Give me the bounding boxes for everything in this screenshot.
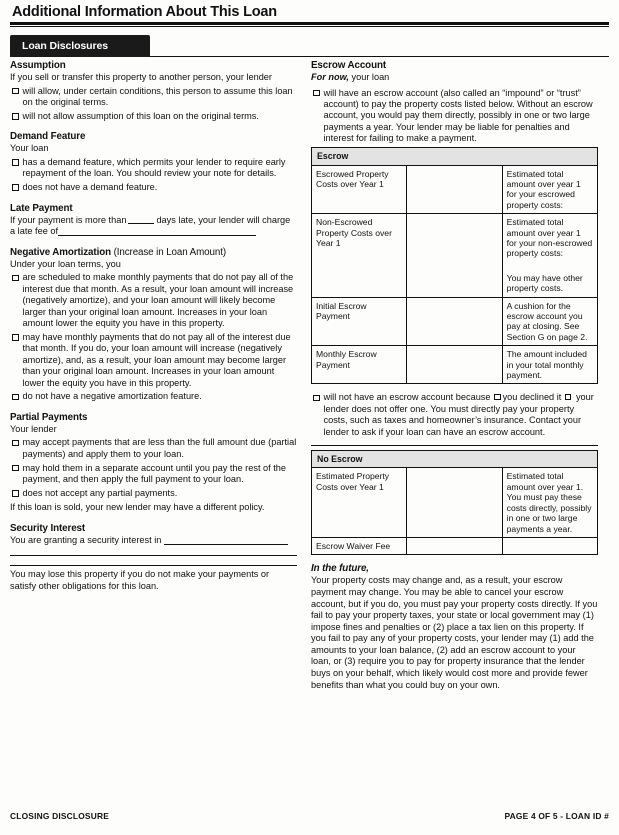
table-row <box>312 346 598 384</box>
partial-payments-lead: Your lender <box>10 423 57 434</box>
no-escrow-row-1-description: Estimated total amount over year 1. You must pay these costs directly, possibly in one or two large payments a year. <box>502 468 597 537</box>
assumption-option-2-label: will not allow assumption of this loan on the original terms. <box>22 110 259 121</box>
demand-feature-lead: Your loan <box>10 143 49 154</box>
escrow-account-lead <box>311 72 598 84</box>
page-footer <box>10 811 609 821</box>
partial-payments-footnote: If this loan is sold, your new lender may have a different policy. <box>10 502 265 512</box>
no-escrow-divider <box>311 445 598 446</box>
partial-payments-heading: Partial Payments <box>10 411 88 423</box>
escrow-account-lead-rest: your loan <box>351 72 390 82</box>
negative-amortization-lead: Under your loan terms, you <box>10 258 121 269</box>
escrow-account-heading: Escrow Account <box>311 60 386 71</box>
no-escrow-table <box>311 450 598 555</box>
checkbox-icon[interactable] <box>12 184 19 191</box>
checkbox-icon[interactable] <box>12 490 19 497</box>
checkbox-icon[interactable] <box>12 159 19 166</box>
footer-left: CLOSING DISCLOSURE <box>10 811 109 821</box>
partial-payments-option-3-label: does not accept any partial payments. <box>22 488 178 499</box>
escrow-row-3-amount[interactable] <box>407 297 502 346</box>
left-column <box>10 60 297 601</box>
right-column <box>311 60 598 693</box>
negative-amortization-heading <box>10 247 297 258</box>
escrow-will-have-label: will have an escrow account (also called an “impound” or “trust” account) to pay the property costs listed below. Without an escrow account, you would pay them directly, possibly in one or two large payments a year. Your lender may be liable for penalties and interest for failing to make a payment. <box>323 87 593 144</box>
security-interest-lead-row <box>10 535 297 547</box>
checkbox-icon[interactable] <box>12 394 19 401</box>
spacer <box>507 259 593 273</box>
two-column-layout <box>10 60 609 693</box>
section-partial-payments <box>10 412 297 514</box>
escrow-will-not-have-text-2: your lender does not offer one. You must directly pay your property costs, such as taxes and homeowner’s insurance. Contact your lender to ask if your loan can have an escrow account. <box>323 392 594 437</box>
section-security-interest <box>10 523 297 593</box>
negative-amortization-heading-main: Negative Amortization <box>10 246 111 258</box>
no-escrow-table-header: No Escrow <box>312 451 598 468</box>
escrow-will-not-have-text-1: will not have an escrow account because <box>323 392 491 403</box>
checkbox-icon[interactable] <box>12 275 19 282</box>
assumption-option-2[interactable] <box>10 111 297 122</box>
demand-feature-option-1[interactable] <box>10 157 297 180</box>
escrow-row-4-label: Monthly Escrow Payment <box>312 346 407 384</box>
escrow-will-have-option[interactable] <box>311 88 598 145</box>
security-interest-lead: You are granting a security interest in <box>10 534 162 545</box>
escrow-table-header-row <box>312 148 598 165</box>
no-escrow-row-2-description <box>502 537 597 554</box>
security-interest-property-input[interactable] <box>164 535 288 545</box>
checkbox-icon[interactable] <box>12 334 19 341</box>
escrow-row-2-label: Non-Escrowed Property Costs over Year 1 <box>312 214 407 297</box>
title-rule-thin <box>10 26 609 27</box>
checkbox-icon[interactable] <box>313 395 320 402</box>
escrow-row-2-description-cell <box>502 214 597 297</box>
no-escrow-row-2-amount[interactable] <box>407 537 502 554</box>
no-escrow-row-1-label: Estimated Property Costs over Year 1 <box>312 468 407 537</box>
checkbox-icon[interactable] <box>12 113 19 120</box>
checkbox-icon[interactable] <box>12 88 19 95</box>
escrow-will-not-have-option[interactable] <box>311 392 598 438</box>
escrow-will-not-have-label <box>324 392 599 438</box>
partial-payments-option-2-label: may hold them in a separate account until you pay the rest of the payment, and then apply the full payment to your loan. <box>22 462 287 485</box>
escrow-table <box>311 147 598 384</box>
checkbox-icon[interactable] <box>12 465 19 472</box>
section-tab-loan-disclosures: Loan Disclosures <box>10 35 150 57</box>
section-escrow-account <box>311 60 598 691</box>
escrow-declined-label: you declined it <box>502 392 562 403</box>
partial-payments-option-1[interactable] <box>10 437 297 460</box>
negative-amortization-option-3-label: do not have a negative amortization feature. <box>22 391 202 402</box>
negative-amortization-option-2[interactable] <box>10 332 297 389</box>
escrow-row-3-description: A cushion for the escrow account you pay at closing. See Section G on page 2. <box>502 297 597 346</box>
no-escrow-table-header-row <box>312 451 598 468</box>
escrow-account-lead-italic: For now, <box>311 72 349 82</box>
escrow-row-3-label: Initial Escrow Payment <box>312 297 407 346</box>
checkbox-icon[interactable] <box>12 440 19 447</box>
checkbox-icon[interactable] <box>565 394 572 401</box>
security-interest-warning: You may lose this property if you do not make your payments or satisfy other obligations for this loan. <box>10 569 270 591</box>
assumption-heading: Assumption <box>10 60 66 71</box>
late-payment-text <box>10 215 297 238</box>
assumption-option-1[interactable] <box>10 86 297 109</box>
security-interest-rule-1 <box>10 555 297 556</box>
escrow-row-2-description-extra: You may have other property costs. <box>506 272 583 294</box>
escrow-row-1-description: Estimated total amount over year 1 for your escrowed property costs: <box>502 165 597 214</box>
section-in-the-future <box>311 563 598 691</box>
footer-right: PAGE 4 OF 5 - LOAN ID # <box>504 811 609 821</box>
in-the-future-heading: In the future, <box>311 563 369 575</box>
escrow-row-4-description: The amount included in your total monthly payment. <box>502 346 597 384</box>
section-late-payment <box>10 203 297 238</box>
table-row <box>312 214 598 297</box>
table-row <box>312 165 598 214</box>
escrow-row-2-amount[interactable] <box>407 214 502 297</box>
negative-amortization-option-1-label: are scheduled to make monthly payments that do not pay all of the interest due that month. As a result, your loan amount will increase (negatively amortize), and your loan amount will likely become larger than your original loan amount. Increases in your loan amount lower the equity you have in this property. <box>22 272 294 329</box>
section-negative-amortization <box>10 247 297 403</box>
title-rule-thick <box>10 22 609 25</box>
no-escrow-row-2-label: Escrow Waiver Fee <box>312 537 407 554</box>
late-payment-fee-input[interactable] <box>58 226 256 236</box>
no-escrow-row-1-amount[interactable] <box>407 468 502 537</box>
checkbox-icon[interactable] <box>494 394 501 401</box>
section-demand-feature <box>10 131 297 193</box>
late-payment-text-before: If your payment is more than <box>10 214 127 225</box>
table-row <box>312 297 598 346</box>
demand-feature-option-2[interactable] <box>10 182 297 193</box>
table-row <box>312 537 598 554</box>
demand-feature-heading: Demand Feature <box>10 131 86 143</box>
assumption-option-1-label: will allow, under certain conditions, this person to assume this loan on the original terms. <box>22 85 293 107</box>
checkbox-icon[interactable] <box>313 90 320 97</box>
late-payment-days-input[interactable] <box>128 215 154 224</box>
security-interest-rule-2 <box>10 565 297 566</box>
partial-payments-option-3[interactable] <box>10 488 297 499</box>
partial-payments-option-2[interactable] <box>10 463 297 486</box>
negative-amortization-option-1[interactable] <box>10 272 297 329</box>
escrow-table-header: Escrow <box>312 148 598 165</box>
negative-amortization-option-3[interactable] <box>10 391 297 402</box>
escrow-row-1-label: Escrowed Property Costs over Year 1 <box>312 165 407 214</box>
negative-amortization-heading-suffix: (Increase in Loan Amount) <box>113 246 227 258</box>
late-payment-text-middle: days late, your lender will charge a late fee of <box>10 214 291 237</box>
late-payment-heading: Late Payment <box>10 202 73 214</box>
demand-feature-option-2-label: does not have a demand feature. <box>22 182 158 193</box>
section-assumption <box>10 60 297 122</box>
loan-disclosures-tab-row <box>10 35 609 57</box>
negative-amortization-option-2-label: may have monthly payments that do not pay all of the interest due that month. If you do, your loan amount will increase (negatively amortize), and, as a result, your loan amount may become larger than your original loan amount. Increases in your loan amount lower the equity you have in this property. <box>22 331 291 388</box>
escrow-row-1-amount[interactable] <box>407 165 502 214</box>
escrow-row-2-description: Estimated total amount over year 1 for your non-escrowed property costs: <box>506 217 593 259</box>
page-title: Additional Information About This Loan <box>12 4 277 20</box>
assumption-lead: If you sell or transfer this property to another person, your lender <box>10 72 272 82</box>
in-the-future-text: Your property costs may change and, as a result, your escrow payment may change. You may be able to cancel your escrow account, but if you do, you must pay your property costs directly. If you fail to pay your property taxes, your state or local government may (1) impose fines and penalties or (2) place a tax lien on this property. If you fail to pay any of your property costs, your lender may (1) add the amounts to your loan balance, (2) add an escrow account to your loan, or (3) require you to pay for property insurance that the lender buys on your behalf, which likely would cost more and provide fewer benefits than what you could buy on your own. <box>311 575 598 690</box>
demand-feature-option-1-label: has a demand feature, which permits your lender to require early repayment of the loan. You should review your note for details. <box>22 156 286 179</box>
partial-payments-option-1-label: may accept payments that are less than the full amount due (partial payments) and apply them to your loan. <box>22 437 297 459</box>
table-row <box>312 468 598 537</box>
escrow-row-4-amount[interactable] <box>407 346 502 384</box>
security-interest-heading: Security Interest <box>10 522 86 534</box>
